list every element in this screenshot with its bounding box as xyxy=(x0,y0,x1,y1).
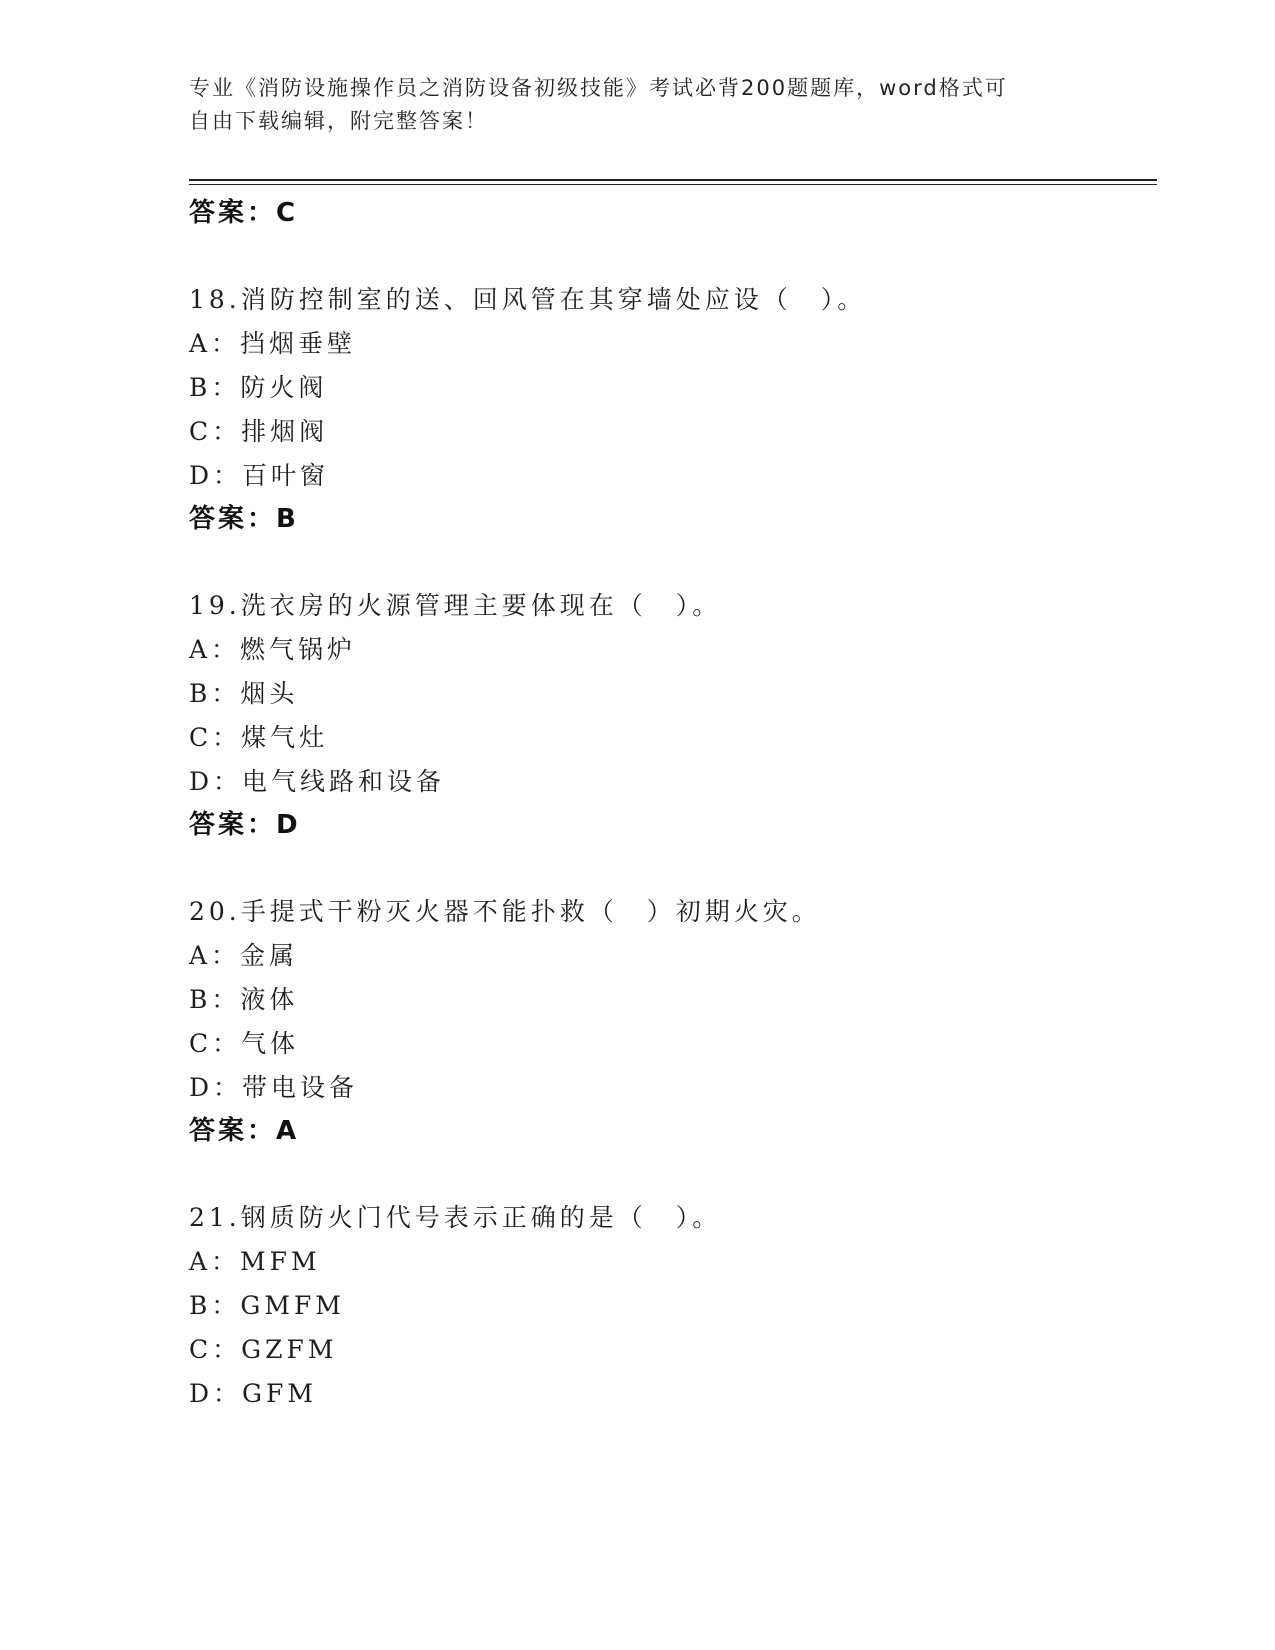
header-line-2: 自由下载编辑，附完整答案！ xyxy=(189,109,488,133)
header-rule-thin xyxy=(189,184,1157,185)
option-a: A：燃气锅炉 xyxy=(189,635,357,664)
option-c: C：GZFM xyxy=(189,1335,338,1364)
option-b: B：防火阀 xyxy=(189,373,328,402)
option-d: D：带电设备 xyxy=(189,1073,359,1102)
document-header xyxy=(189,72,1089,138)
option-c: C：煤气灶 xyxy=(189,723,329,752)
option-d: D：百叶窗 xyxy=(189,461,330,490)
question-text: 18.消防控制室的送、回风管在其穿墙处应设（ ）。 xyxy=(189,285,867,314)
option-b: B：GMFM xyxy=(189,1291,345,1320)
option-a: A：金属 xyxy=(189,941,299,970)
question-text: 21.钢质防火门代号表示正确的是（ ）。 xyxy=(189,1203,722,1232)
answer-text: 答案：B xyxy=(189,504,299,534)
option-a: A：MFM xyxy=(189,1247,321,1276)
question-text: 19.洗衣房的火源管理主要体现在（ ）。 xyxy=(189,591,722,620)
option-b: B：烟头 xyxy=(189,679,299,708)
option-c: C：气体 xyxy=(189,1029,300,1058)
header-line-1: 专业《消防设施操作员之消防设备初级技能》考试必背200题题库，word格式可 xyxy=(189,76,1008,100)
option-c: C：排烟阀 xyxy=(189,417,329,446)
header-rule-thick xyxy=(189,179,1157,181)
question-text: 20.手提式干粉灭火器不能扑救（ ）初期火灾。 xyxy=(189,897,821,926)
option-a: A：挡烟垂壁 xyxy=(189,329,357,358)
option-d: D：电气线路和设备 xyxy=(189,767,446,796)
answer-text: 答案：D xyxy=(189,810,301,840)
previous-answer: 答案：C xyxy=(189,198,299,228)
option-d: D：GFM xyxy=(189,1379,317,1408)
option-b: B：液体 xyxy=(189,985,299,1014)
answer-text: 答案：A xyxy=(189,1116,300,1146)
